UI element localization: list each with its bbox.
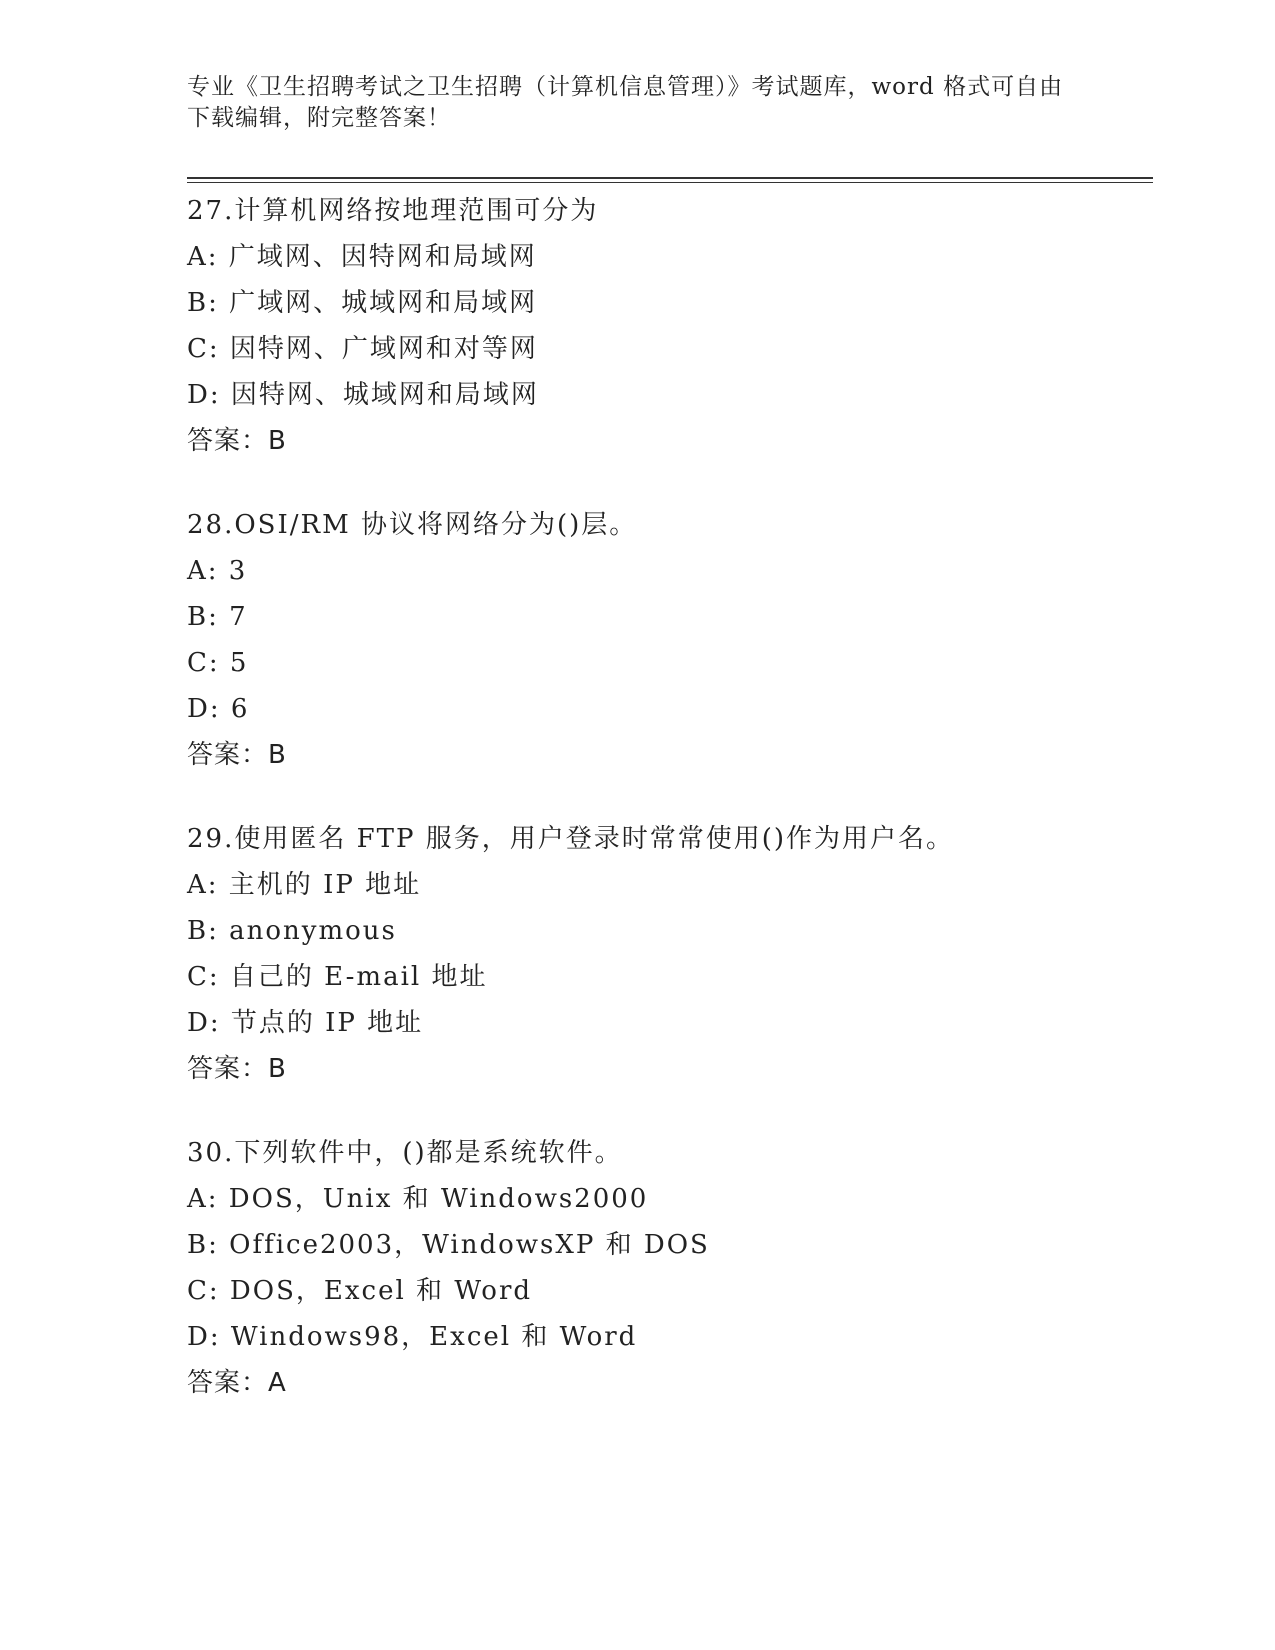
- option-b: B: 7: [187, 602, 248, 632]
- option-c: C: 5: [187, 648, 249, 678]
- question-28: [187, 502, 1147, 778]
- option-c: C: 自己的 E-mail 地址: [187, 962, 488, 992]
- document-intro: 专业《卫生招聘考试之卫生招聘（计算机信息管理）》考试题库，word 格式可自由下载编辑，附完整答案！: [187, 74, 1064, 131]
- answer-text: 答案：B: [187, 426, 287, 456]
- header-divider-thin: [187, 182, 1153, 183]
- answer-text: 答案：B: [187, 740, 287, 770]
- option-a: A: 广域网、因特网和局域网: [187, 242, 537, 272]
- answer-text: 答案：A: [187, 1368, 287, 1398]
- question-27: [187, 188, 1147, 464]
- question-stem: 28.OSI/RM 协议将网络分为()层。: [187, 510, 638, 540]
- question-29: [187, 816, 1147, 1092]
- option-d: D: 节点的 IP 地址: [187, 1008, 424, 1038]
- option-b: B: 广域网、城域网和局域网: [187, 288, 538, 318]
- option-b: B: anonymous: [187, 916, 397, 946]
- option-a: A: 3: [187, 556, 248, 586]
- question-stem: 29.使用匿名 FTP 服务，用户登录时常常使用()作为用户名。: [187, 824, 955, 854]
- header-divider-thick: [187, 177, 1153, 179]
- option-b: B: Office2003，WindowsXP 和 DOS: [187, 1230, 710, 1260]
- option-a: A: DOS，Unix 和 Windows2000: [187, 1184, 649, 1214]
- option-a: A: 主机的 IP 地址: [187, 870, 422, 900]
- question-stem: 30.下列软件中，()都是系统软件。: [187, 1138, 623, 1168]
- option-c: C: 因特网、广域网和对等网: [187, 334, 538, 364]
- question-stem: 27.计算机网络按地理范围可分为: [187, 196, 599, 226]
- answer-text: 答案：B: [187, 1054, 287, 1084]
- option-d: D: Windows98，Excel 和 Word: [187, 1322, 638, 1352]
- question-30: [187, 1130, 1147, 1406]
- option-c: C: DOS，Excel 和 Word: [187, 1276, 533, 1306]
- option-d: D: 6: [187, 694, 250, 724]
- option-d: D: 因特网、城域网和局域网: [187, 380, 539, 410]
